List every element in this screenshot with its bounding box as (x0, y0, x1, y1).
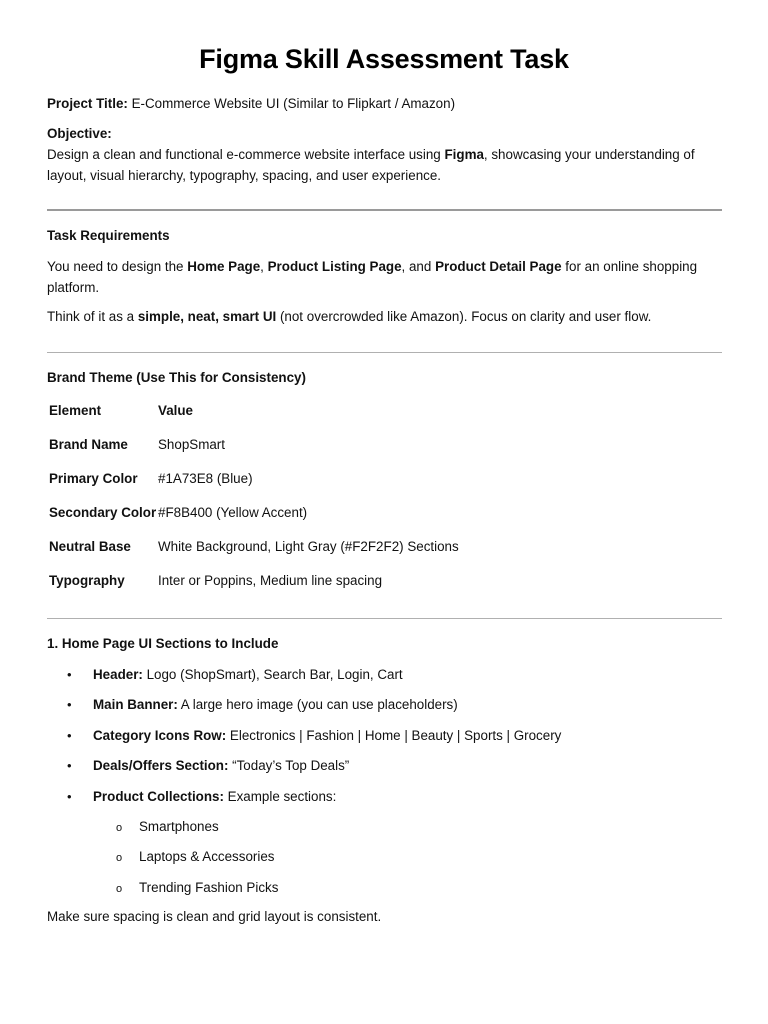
table-cell-value: #1A73E8 (Blue) (158, 471, 253, 486)
figma-emphasis: Figma (444, 147, 484, 162)
table-header-element: Element (49, 403, 102, 418)
list-item: Deals/Offers Section: “Today’s Top Deals” (93, 758, 350, 773)
sub-bullet-marker: o (116, 822, 123, 834)
table-cell-element: Neutral Base (49, 539, 131, 554)
table-cell-element: Typography (49, 573, 125, 588)
table-cell-value: White Background, Light Gray (#F2F2F2) Sections (158, 539, 459, 554)
task-requirements-pages: You need to design the Home Page, Product Listing Page, and Product Detail Page for an online shopping platform. (47, 259, 698, 295)
bullet-marker: • (67, 728, 72, 743)
project-title-label: Project Title: (47, 96, 128, 111)
task-requirements-ui-note: Think of it as a simple, neat, smart UI (not overcrowded like Amazon). Focus on clarity and user flow. (47, 309, 652, 324)
section-divider (47, 209, 722, 211)
sub-bullet-marker: o (116, 852, 123, 864)
table-cell-value: Inter or Poppins, Medium line spacing (158, 573, 383, 588)
objective-label: Objective: (47, 126, 112, 141)
section-divider (47, 618, 722, 619)
project-title-value: E-Commerce Website UI (Similar to Flipkart / Amazon) (127, 96, 456, 111)
table-cell-element: Primary Color (49, 471, 138, 486)
table-header-value: Value (158, 403, 193, 418)
table-cell-element: Brand Name (49, 437, 128, 452)
home-page-heading: 1. Home Page UI Sections to Include (47, 636, 279, 651)
spacing-note: Make sure spacing is clean and grid layout is consistent. (47, 909, 382, 924)
list-item: Main Banner: A large hero image (you can use placeholders) (93, 697, 458, 712)
sub-list-item: Trending Fashion Picks (139, 880, 279, 895)
bullet-marker: • (67, 758, 72, 773)
sub-bullet-marker: o (116, 883, 123, 895)
list-item: Category Icons Row: Electronics | Fashion | Home | Beauty | Sports | Grocery (93, 728, 562, 743)
bullet-marker: • (67, 789, 72, 804)
table-cell-value: #F8B400 (Yellow Accent) (158, 505, 308, 520)
bullet-marker: • (67, 667, 72, 682)
sub-list-item: Smartphones (139, 819, 219, 834)
task-requirements-heading: Task Requirements (47, 228, 170, 243)
section-divider (47, 352, 722, 353)
sub-list-item: Laptops & Accessories (139, 849, 275, 864)
table-cell-value: ShopSmart (158, 437, 225, 452)
objective-text: Design a clean and functional e-commerce website interface using Figma, showcasing your understanding of layout, visual hierarchy, typography, spacing, and user experience. (47, 147, 695, 183)
list-item: Header: Logo (ShopSmart), Search Bar, Login, Cart (93, 667, 403, 682)
bullet-marker: • (67, 697, 72, 712)
table-cell-element: Secondary Color (49, 505, 157, 520)
document-title: Figma Skill Assessment Task (199, 44, 569, 74)
list-item: Product Collections: Example sections: (93, 789, 337, 804)
project-title-line (47, 94, 727, 115)
brand-theme-heading: Brand Theme (Use This for Consistency) (47, 370, 306, 385)
